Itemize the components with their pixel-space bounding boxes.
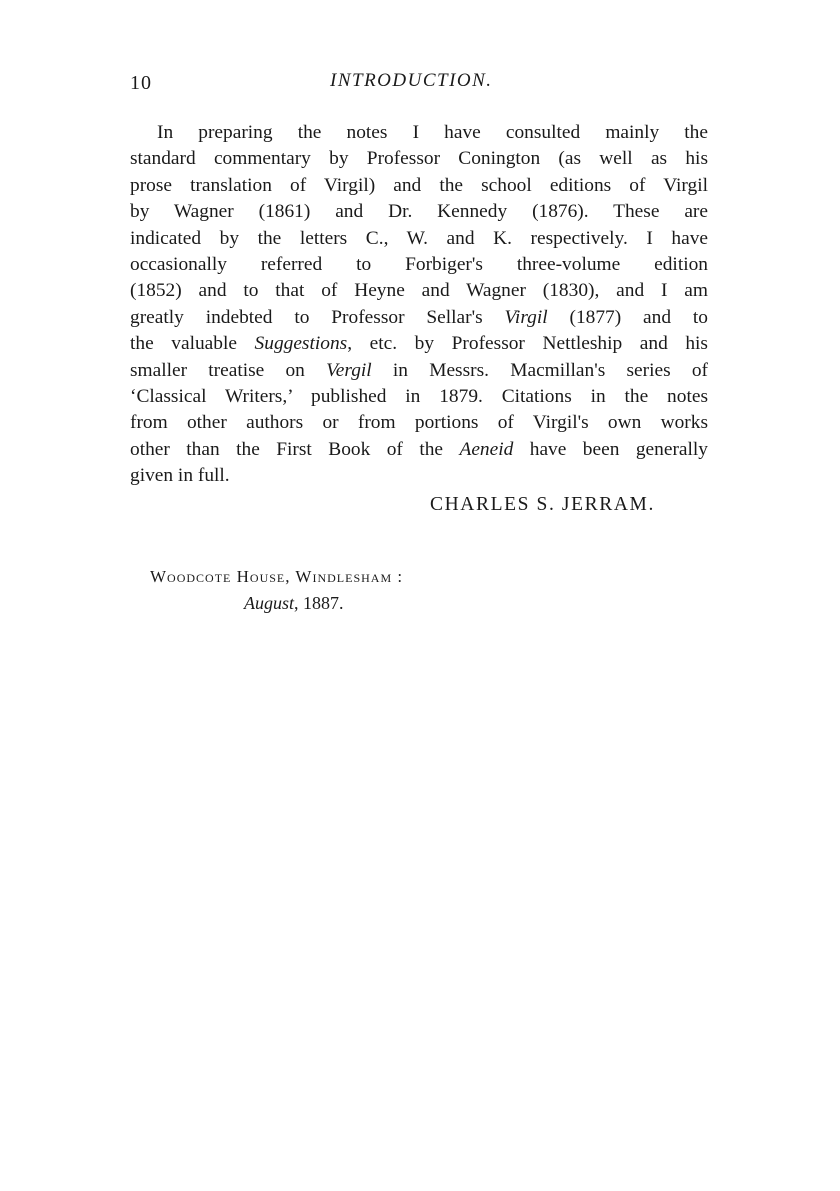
paragraph-line bbox=[130, 305, 708, 331]
line-text: greatly indebted to Professor Sellar's bbox=[130, 306, 505, 328]
paragraph-line: by Wagner (1861) and Dr. Kennedy (1876). These are bbox=[130, 201, 708, 223]
line-text: in Messrs. Macmillan's series of bbox=[371, 359, 708, 381]
line-text: , etc. by Professor Nettleship and his bbox=[347, 333, 708, 355]
author-signature: CHARLES S. JERRAM. bbox=[430, 494, 655, 515]
line-text: (1877) and to bbox=[547, 306, 708, 328]
paragraph-line: prose translation of Virgil) and the school editions of Virgil bbox=[130, 174, 708, 196]
line-text: smaller treatise on bbox=[130, 359, 327, 381]
paragraph-line bbox=[130, 331, 708, 357]
book-title: Suggestions bbox=[254, 333, 348, 355]
line-text: other than the First Book of the bbox=[130, 438, 460, 460]
book-title: Virgil bbox=[504, 306, 548, 328]
book-title: Aeneid bbox=[459, 438, 514, 460]
paragraph-line: occasionally referred to Forbiger's three-volume edition bbox=[130, 253, 708, 275]
paragraph-line: indicated by the letters C., W. and K. respectively. I have bbox=[130, 227, 708, 249]
paragraph-line bbox=[130, 437, 708, 463]
page-number: 10 bbox=[130, 72, 152, 94]
paragraph-line: standard commentary by Professor Conington (as well as his bbox=[130, 148, 708, 170]
paragraph-line: given in full. bbox=[130, 465, 230, 487]
dateline-month: August bbox=[244, 593, 295, 613]
paragraph-line: ‘Classical Writers,’ published in 1879. Citations in the notes bbox=[130, 385, 708, 407]
book-title: Vergil bbox=[326, 359, 372, 381]
running-title: INTRODUCTION. bbox=[330, 70, 493, 91]
body-paragraph bbox=[130, 120, 708, 489]
paragraph-line: (1852) and to that of Heyne and Wagner (1830), and I am bbox=[130, 280, 708, 302]
line-text: the valuable bbox=[130, 333, 255, 355]
dateline-year: , 1887. bbox=[294, 593, 344, 613]
paragraph-line: from other authors or from portions of Virgil's own works bbox=[130, 412, 708, 434]
paragraph-line: In preparing the notes I have consulted mainly the bbox=[157, 122, 708, 143]
dateline-place: Woodcote House, Windlesham : bbox=[150, 567, 404, 586]
dateline-date bbox=[244, 593, 344, 614]
paragraph-line bbox=[130, 358, 708, 384]
running-head bbox=[130, 66, 712, 98]
line-text: have been generally bbox=[513, 438, 708, 460]
